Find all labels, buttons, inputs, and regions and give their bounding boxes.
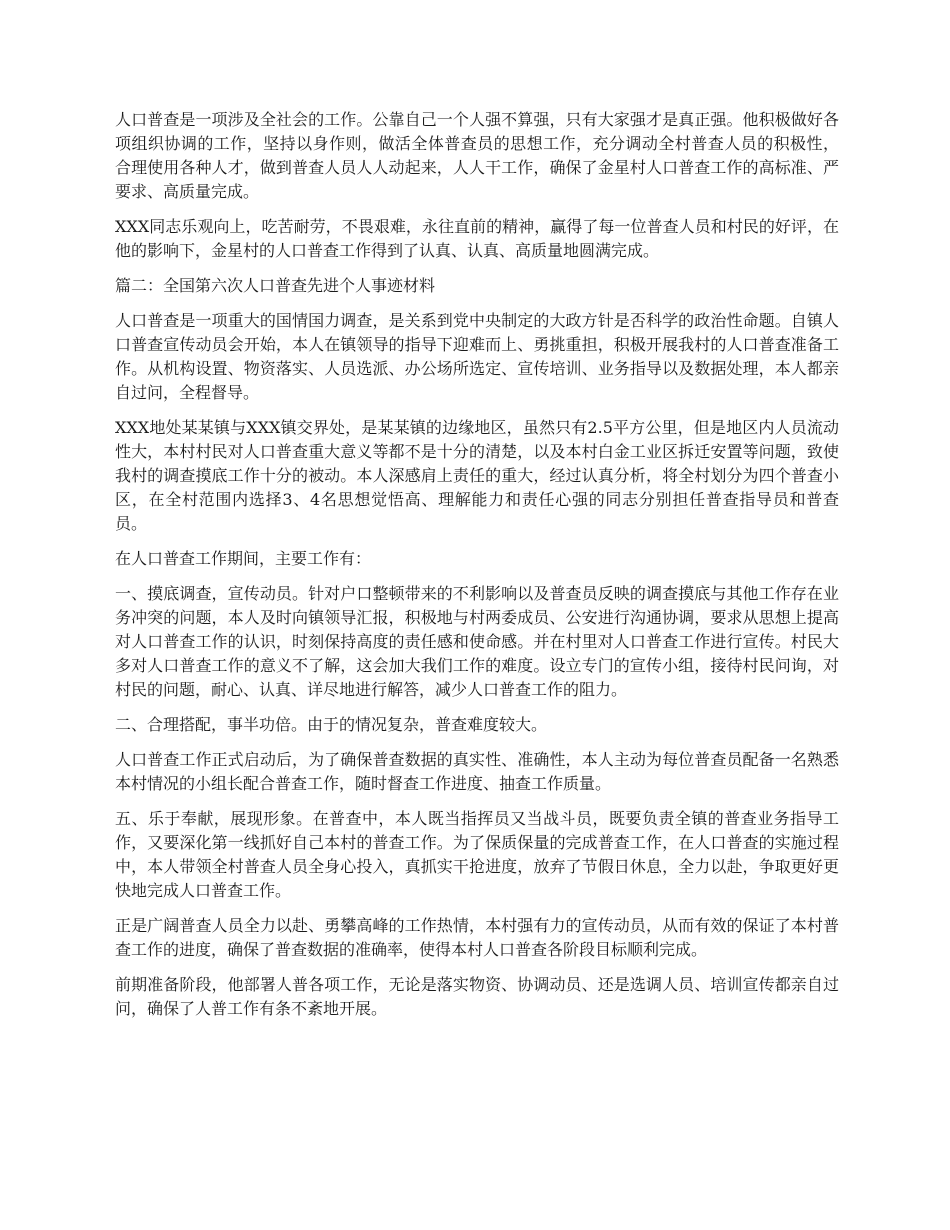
paragraph-8: 人口普查工作正式启动后，为了确保普查数据的真实性、准确性，本人主动为每位普查员配备一名熟悉本村情况的小组长配合普查工作，随时督查工作进度、抽查工作质量。 [115, 750, 839, 793]
paragraph-9: 五、乐于奉献，展现形象。在普查中，本人既当指挥员又当战斗员，既要负责全镇的普查业务指导工作，又要深化第一线抓好自己本村的普查工作。为了保质保量的完成普查工作，在人口普查的实施过程中，本人带领全村普查人员全身心投入，真抓实干抢进度，放弃了节假日休息，全力以赴，争取更好更快地完成人口普查工作。 [115, 809, 839, 900]
paragraph-2: XXX同志乐观向上，吃苦耐劳，不畏艰难，永往直前的精神，赢得了每一位普查人员和村民的好评，在他的影响下，金星村的人口普查工作得到了认真、认真、高质量地圆满完成。 [115, 217, 839, 260]
paragraph-6: 一、摸底调查，宣传动员。针对户口整顿带来的不利影响以及普查员反映的调查摸底与其他工作存在业务冲突的问题，本人及时向镇领导汇报，积极地与村两委成员、公安进行沟通协调，要求从思想上提高对人口普查工作的认识，时刻保持高度的责任感和使命感。并在村里对人口普查工作进行宣传。村民大多对人口普查工作的意义不了解，这会加大我们工作的难度。设立专门的宣传小组，接待村民问询，对村民的问题，耐心、认真、详尽地进行解答，减少人口普查工作的阻力。 [115, 584, 839, 699]
paragraph-1: 人口普查是一项涉及全社会的工作。公靠自己一个人强不算强，只有大家强才是真正强。他积极做好各项组织协调的工作，坚持以身作则，做活全体普查员的思想工作，充分调动全村普查人员的积极性， 合理使用各种人才，做到普查人员人人动起来，人人干工作，确保了金星村人口普查工作的高标准、严要求、高质量完成。 [115, 110, 839, 201]
document-body [115, 108, 839, 1032]
paragraph-7: 二、合理搭配，事半功倍。由于的情况复杂，普查难度较大。 [115, 715, 548, 734]
paragraph-3: 人口普查是一项重大的国情国力调查，是关系到党中央制定的大政方针是否科学的政治性命题。自镇人口普查宣传动员会开始，本人在镇领导的指导下迎难而上、勇挑重担，积极开展我村的人口普查准备工作。从机构设置、物资落实、人员选派、办公场所选定、宣传培训、业务指导以及数据处理，本人都亲自过问，全程督导。 [115, 311, 839, 402]
section-heading: 篇二：全国第六次人口普查先进个人事迹材料 [115, 276, 436, 295]
paragraph-4: XXX地处某某镇与XXX镇交界处，是某某镇的边缘地区，虽然只有2.5平方公里，但是地区内人员流动性大，本村村民对人口普查重大意义等都不是十分的清楚，以及本村白金工业区拆迁安置等问题，致使我村的调查摸底工作十分的被动。本人深感肩上责任的重大，经过认真分析，将全村划分为四个普查小区，在全村范围内选择3、4名思想觉悟高、理解能力和责任心强的同志分别担任普查指导员和普查员。 [115, 418, 839, 533]
paragraph-10: 正是广阔普查人员全力以赴、勇攀高峰的工作热情，本村强有力的宣传动员，从而有效的保证了本村普查工作的进度，确保了普查数据的准确率，使得本村人口普查各阶段目标顺利完成。 [115, 916, 839, 959]
paragraph-11: 前期准备阶段，他部署人普各项工作，无论是落实物资、协调动员、还是选调人员、培训宣传都亲自过问，确保了人普工作有条不紊地开展。 [115, 975, 839, 1018]
paragraph-5: 在人口普查工作期间，主要工作有： [115, 549, 372, 568]
